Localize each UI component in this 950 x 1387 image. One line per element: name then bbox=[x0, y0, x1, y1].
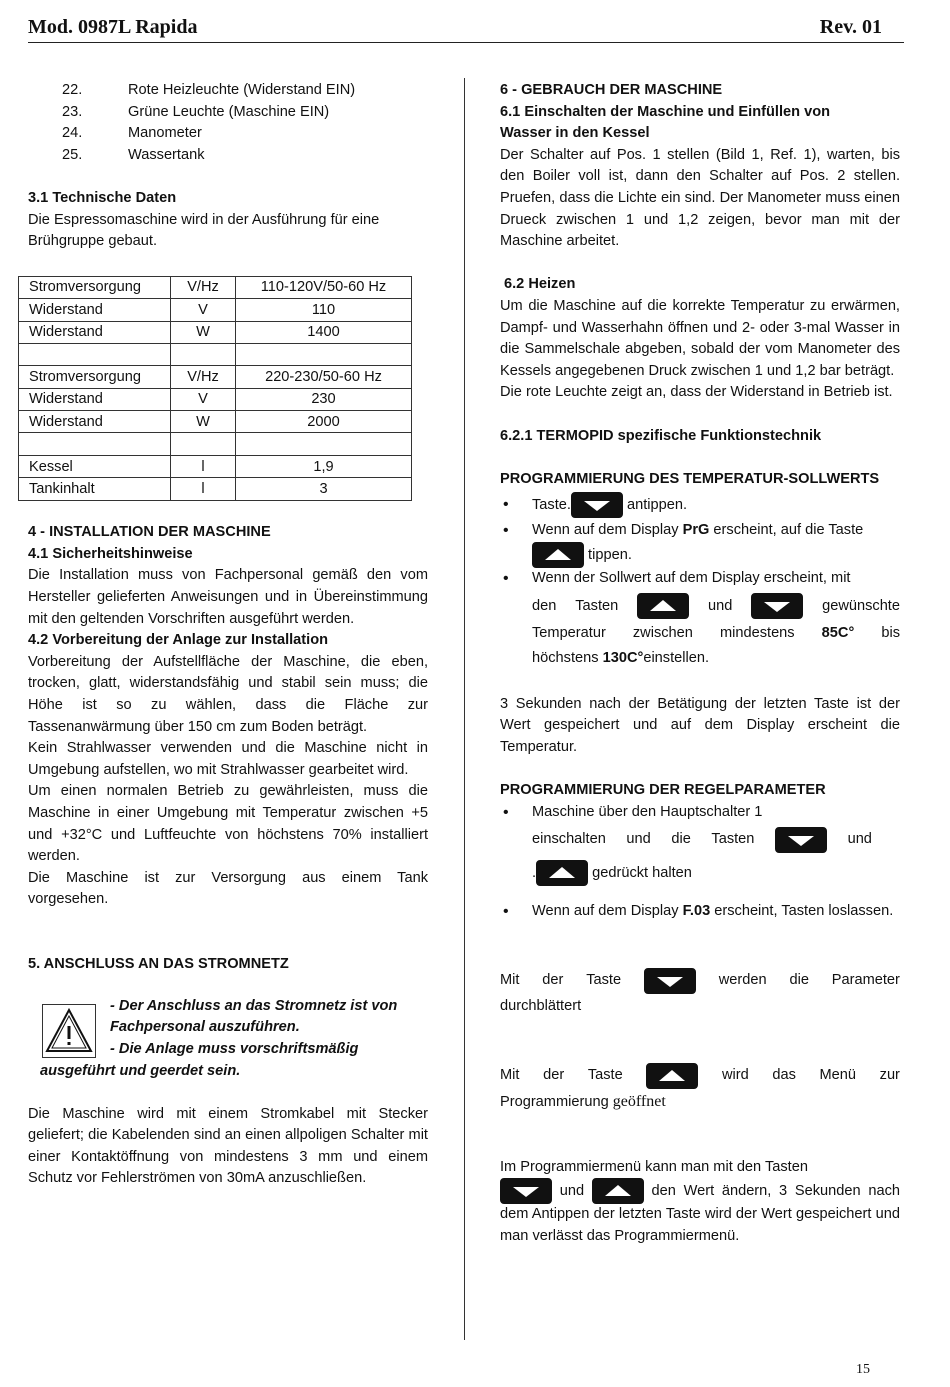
table-cell: l bbox=[171, 455, 236, 477]
list-item: 25. Wassertank bbox=[62, 146, 205, 163]
table-row bbox=[19, 478, 412, 500]
table-row bbox=[19, 411, 412, 433]
table-cell: Stromversorgung bbox=[19, 366, 171, 388]
model-title: Mod. 0987L Rapida bbox=[28, 16, 198, 38]
browse-tail: durchblättert bbox=[500, 998, 582, 1014]
up-arrow-key-icon bbox=[646, 1063, 698, 1089]
left-column bbox=[28, 80, 428, 1190]
heat-heading: 6.2 Heizen bbox=[504, 276, 576, 293]
prep-text: Vorbereitung der Aufstellfläche der Maschine, die eben, trocken, glatt, widerstandsfähig und stabil sein muss; die Höhe ist so zu wählen, dass die Fläche zur Tassenanwärmung über 150 cm zum Boden beträgt. bbox=[28, 653, 428, 735]
table-cell: 1400 bbox=[236, 321, 412, 343]
down-arrow-key-icon bbox=[775, 827, 827, 853]
tech-data-table bbox=[18, 276, 412, 501]
table-cell: 110 bbox=[236, 299, 412, 321]
table-row bbox=[19, 433, 412, 455]
prep-text: Die Maschine ist zur Versorgung aus einem Tank vorgesehen. bbox=[28, 869, 428, 908]
list-item: 24. Manometer bbox=[62, 125, 202, 142]
up-arrow-key-icon bbox=[532, 542, 584, 568]
table-cell: l bbox=[171, 478, 236, 500]
down-arrow-key-icon bbox=[500, 1178, 552, 1204]
warning-triangle-icon bbox=[42, 1004, 96, 1058]
table-cell: 220-230/50-60 Hz bbox=[236, 366, 412, 388]
column-divider bbox=[464, 78, 465, 1340]
list-item: • Wenn auf dem Display PrG erscheint, auf die Taste tippen. bbox=[500, 520, 900, 568]
up-arrow-key-icon bbox=[536, 860, 588, 886]
setpoint-steps bbox=[500, 490, 900, 672]
use-heading: 6 - GEBRAUCH DER MASCHINE bbox=[500, 82, 723, 98]
edit-text: und den Wert ändern, 3 Sekunden nach dem Antippen der letzten Taste wird der Wert gespeichert und man verlässt das Programmiermenü. bbox=[500, 1178, 900, 1247]
table-row bbox=[19, 276, 412, 298]
table-cell bbox=[171, 433, 236, 455]
page-number: 15 bbox=[856, 1362, 870, 1377]
revision-label: Rev. 01 bbox=[819, 16, 882, 38]
param-steps bbox=[500, 802, 900, 923]
tech-intro-line: Brühgruppe gebaut. bbox=[28, 233, 158, 250]
table-cell: Stromversorgung bbox=[19, 276, 171, 298]
table-cell: Kessel bbox=[19, 455, 171, 477]
heat-text: Die rote Leuchte zeigt an, dass der Widerstand in Betrieb ist. bbox=[500, 384, 893, 401]
tech-intro-line: Die Espressomaschine wird in der Ausführung für eine bbox=[28, 211, 380, 228]
prep-heading: 4.2 Vorbereitung der Anlage zur Installation bbox=[28, 632, 329, 649]
table-row bbox=[19, 343, 412, 365]
table-cell: V/Hz bbox=[171, 366, 236, 388]
save-text: 3 Sekunden nach der Betätigung der letzten Taste ist der Wert gespeichert und auf dem Display erscheint die Temperatur. bbox=[500, 695, 900, 755]
table-row bbox=[19, 299, 412, 321]
table-cell bbox=[19, 343, 171, 365]
table-cell: Widerstand bbox=[19, 321, 171, 343]
table-cell: Widerstand bbox=[19, 388, 171, 410]
termopid-heading: 6.2.1 TERMOPID spezifische Funktionstechnik bbox=[500, 427, 822, 444]
table-row bbox=[19, 455, 412, 477]
down-arrow-key-icon bbox=[644, 968, 696, 994]
table-cell: 1,9 bbox=[236, 455, 412, 477]
safety-text: Die Installation muss von Fachpersonal gemäß den vom Hersteller gelieferten Anweisungen und in Übereinstimmung mit den geltenden Vorschriften ausgeführt werden. bbox=[28, 567, 428, 627]
list-item: • Maschine über den Hauptschalter 1 einschalten und die Tasten und . gedrückt halten bbox=[500, 802, 900, 890]
table-cell: V/Hz bbox=[171, 276, 236, 298]
install-heading: 4 - INSTALLATION DER MASCHINE bbox=[28, 524, 271, 541]
table-cell bbox=[236, 433, 412, 455]
switch-heading: Wasser in den Kessel bbox=[500, 125, 650, 142]
list-item: 23. Grüne Leuchte (Maschine EIN) bbox=[62, 103, 330, 120]
table-cell: 230 bbox=[236, 388, 412, 410]
up-arrow-key-icon bbox=[592, 1178, 644, 1204]
menu-tail: Programmierung geöffnet bbox=[500, 1092, 666, 1110]
up-arrow-key-icon bbox=[637, 593, 689, 619]
component-list bbox=[28, 80, 428, 166]
table-cell: V bbox=[171, 299, 236, 321]
down-arrow-key-icon bbox=[571, 492, 623, 518]
prep-text: Kein Strahlwasser verwenden und die Maschine nicht in Umgebung aufstellen, wo mit Strahlwasser gearbeitet wird. bbox=[28, 740, 428, 778]
table-cell: W bbox=[171, 411, 236, 433]
table-cell: W bbox=[171, 321, 236, 343]
table-cell: Widerstand bbox=[19, 411, 171, 433]
table-row bbox=[19, 321, 412, 343]
heat-text: Um die Maschine auf die korrekte Temperatur zu erwärmen, Dampf- und Wasserhahn öffnen und 2- oder 3-mal Wasser in die Sammelschale abgeben, sobald der vom Manometer des Kessels angegebenen Druck zwischen 1 und 1,2 bar beträgt. bbox=[500, 297, 900, 379]
warning-line: ausgeführt und geerdet sein. bbox=[40, 1062, 241, 1079]
page-header bbox=[28, 14, 904, 43]
edit-line: Im Programmiermenü kann man mit den Tasten bbox=[500, 1158, 808, 1175]
table-cell: 110-120V/50-60 Hz bbox=[236, 276, 412, 298]
table-cell: 3 bbox=[236, 478, 412, 500]
switch-heading: 6.1 Einschalten der Maschine und Einfüllen von bbox=[500, 103, 831, 120]
warning-line: Fachpersonal auszuführen. bbox=[110, 1019, 300, 1036]
list-item: • Wenn der Sollwert auf dem Display erscheint, mit den Tasten und gewünschte Temperatur zwischen mindestens 85C° bis höchstens 130C°einstellen. bbox=[500, 568, 900, 672]
switch-text: Der Schalter auf Pos. 1 stellen (Bild 1, Ref. 1), warten, bis den Boiler voll ist, dann den Schalter auf Pos. 2 stellen. Pruefen, dass die Lichte ein sind. Der Manometer muss einen Drueck zwischen 1 und 1,2 zeigen, bevor man mit der Maschine arbeitet. bbox=[500, 146, 900, 250]
list-item: • Taste. antippen. bbox=[500, 490, 900, 520]
power-heading: 5. ANSCHLUSS AN DAS STROMNETZ bbox=[28, 956, 289, 973]
menu-line: Mit der Taste wird das Menü zur bbox=[500, 1061, 900, 1091]
param-heading: PROGRAMMIERUNG DER REGELPARAMETER bbox=[500, 782, 826, 799]
prep-text: Um einen normalen Betrieb zu gewährleisten, muss die Maschine in einer Umgebung mit Temperatur zwischen +5 und +32°C und Luftfeuchte von höchstens 70% installiert werden. bbox=[28, 783, 428, 865]
table-cell bbox=[171, 343, 236, 365]
browse-line: Mit der Taste werden die Parameter bbox=[500, 966, 900, 996]
setpoint-heading: PROGRAMMIERUNG DES TEMPERATUR-SOLLWERTS bbox=[500, 470, 880, 487]
table-cell: 2000 bbox=[236, 411, 412, 433]
table-cell bbox=[19, 433, 171, 455]
table-row bbox=[19, 388, 412, 410]
tech-heading: 3.1 Technische Daten bbox=[28, 189, 177, 206]
table-cell: Tankinhalt bbox=[19, 478, 171, 500]
right-column bbox=[500, 80, 900, 1247]
table-cell: Widerstand bbox=[19, 299, 171, 321]
power-text: Die Maschine wird mit einem Stromkabel mit Stecker geliefert; die Kabelenden sind an einen allpoligen Schalter mit einer Kontaktöffnung von mindestens 3 mm und einem Schutz vor Fehlerströmen von 30mA anzuschließen. bbox=[28, 1105, 428, 1187]
table-row bbox=[19, 366, 412, 388]
warning-box bbox=[28, 996, 428, 1082]
safety-heading: 4.1 Sicherheitshinweise bbox=[28, 545, 193, 562]
warning-line: - Der Anschluss an das Stromnetz ist von bbox=[110, 997, 398, 1014]
table-cell: V bbox=[171, 388, 236, 410]
warning-line: - Die Anlage muss vorschriftsmäßig bbox=[110, 1040, 359, 1057]
list-item: 22. Rote Heizleuchte (Widerstand EIN) bbox=[62, 82, 356, 98]
down-arrow-key-icon bbox=[751, 593, 803, 619]
list-item: • Wenn auf dem Display F.03 erscheint, Tasten loslassen. bbox=[500, 901, 900, 923]
table-cell bbox=[236, 343, 412, 365]
